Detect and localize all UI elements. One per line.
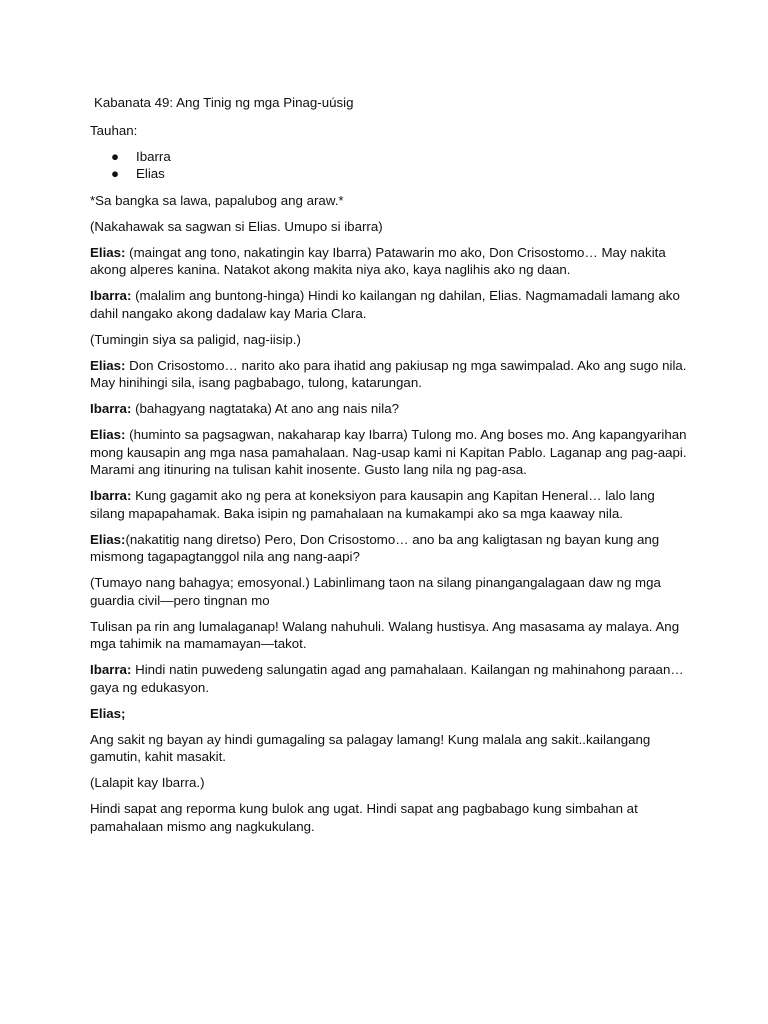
- dialogue-line: [90, 661, 690, 696]
- dialogue-text: Kung gagamit ako ng pera at koneksiyon para kausapin ang Kapitan Heneral… lalo lang silang mapapahamak. Baka isipin ng pamahalaan na kumakampi ako sa mga kaaway nila.: [90, 488, 655, 521]
- narration-line: Tulisan pa rin ang lumalaganap! Walang nahuhuli. Walang hustisya. Ang masasama ay malaya. Ang mga tahimik na mamamayan—takot.: [90, 618, 680, 651]
- dialogue-line: [90, 357, 690, 392]
- characters-label: Tauhan:: [90, 122, 138, 138]
- speaker-name: Ibarra:: [90, 662, 132, 677]
- narration-line: Ang sakit ng bayan ay hindi gumagaling sa palagay lamang! Kung malala ang sakit..kailangang gamutin, kahit masakit.: [90, 731, 651, 764]
- characters-list: [90, 148, 690, 183]
- dialogue-line: [90, 531, 690, 566]
- character-name: Ibarra: [136, 148, 171, 164]
- dialogue-line: [90, 287, 690, 322]
- bullet-icon: ●: [111, 166, 120, 181]
- speaker-name: Ibarra:: [90, 488, 132, 503]
- list-item: [111, 148, 690, 166]
- dialogue-text: (nakatitig nang diretso) Pero, Don Crisostomo… ano ba ang kaligtasan ng bayan kung ang mismong tagapagtanggol nila ang nang-aapi?: [90, 531, 660, 564]
- dialogue-text: Hindi natin puwedeng salungatin agad ang pamahalaan. Kailangan ng mahinahong paraan… gaya ng edukasyon.: [90, 662, 684, 695]
- speaker-name: Ibarra:: [90, 288, 132, 303]
- character-name: Elias: [136, 166, 165, 181]
- speaker-name: Elias:: [90, 531, 126, 547]
- speaker-name: Elias;: [90, 705, 126, 721]
- speaker-name: Elias:: [90, 427, 126, 442]
- bullet-icon: ●: [111, 148, 120, 164]
- stage-direction: (Tumingin siya sa paligid, nag-iisip.): [90, 331, 301, 347]
- narration-line: Hindi sapat ang reporma kung bulok ang ugat. Hindi sapat ang pagbabago kung simbahan at pamahalaan mismo ang nagkukulang.: [90, 801, 638, 834]
- speaker-name: Ibarra:: [90, 401, 132, 416]
- dialogue-line: [90, 400, 690, 418]
- chapter-title: Kabanata 49: Ang Tinig ng mga Pinag-uúsig: [94, 95, 354, 110]
- document-body: [90, 94, 690, 844]
- stage-direction: (Nakahawak sa sagwan si Elias. Umupo si ibarra): [90, 218, 383, 234]
- dialogue-line: [90, 487, 690, 522]
- speaker-name: Elias:: [90, 357, 126, 373]
- stage-direction: (Lalapit kay Ibarra.): [90, 775, 205, 790]
- list-item: [111, 165, 690, 183]
- stage-direction: (Tumayo nang bahagya; emosyonal.) Labinlimang taon na silang pinangangalagaan daw ng mga guardia civil—pero tingnan mo: [90, 575, 661, 608]
- speaker-name: Elias:: [90, 244, 126, 260]
- dialogue-text: (malalim ang buntong-hinga) Hindi ko kailangan ng dahilan, Elias. Nagmamadali lamang ako dahil nangako akong dadalaw kay Maria Clara.: [90, 288, 680, 321]
- dialogue-line: [90, 705, 690, 723]
- stage-direction: *Sa bangka sa lawa, papalubog ang araw.*: [90, 192, 344, 208]
- dialogue-text: Don Crisostomo… narito ako para ihatid ang pakiusap ng mga sawimpalad. Ako ang sugo nila. May hinihingi sila, isang pagbabago, tulong, katarungan.: [90, 357, 687, 390]
- dialogue-text: (bahagyang nagtataka) At ano ang nais nila?: [131, 401, 400, 416]
- dialogue-text: (maingat ang tono, nakatingin kay Ibarra) Patawarin mo ako, Don Crisostomo… May nakita akong alperes kanina. Natakot akong makita niya ako, kaya naglihis ako ng daan.: [90, 244, 666, 277]
- dialogue-line: [90, 426, 690, 479]
- dialogue-text: (huminto sa pagsagwan, nakaharap kay Ibarra) Tulong mo. Ang boses mo. Ang kapangyarihan mong kausapin ang mga nasa pamahalaan. Nag-usap kami ni Kapitan Pablo. Laganap ang pag-aapi. Marami ang itinuring na tulisan kahit inosente. Gusto lang nila ng pag-asa.: [90, 427, 687, 477]
- dialogue-line: [90, 244, 690, 279]
